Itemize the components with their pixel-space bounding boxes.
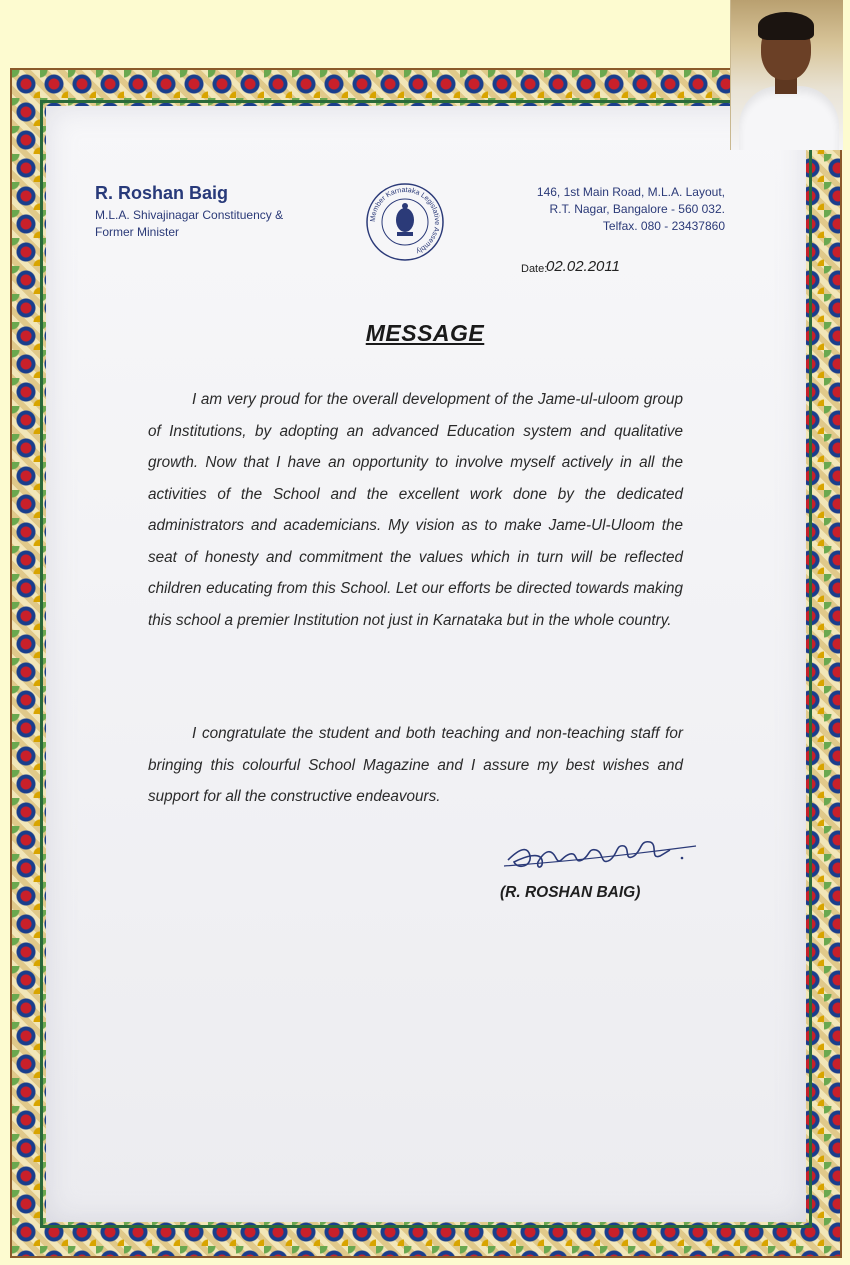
address-telfax: Telfax. 080 - 23437860	[602, 219, 725, 233]
message-paragraph-2: I congratulate the student and both teaching and non-teaching staff for bringing this colourful School Magazine and I assure my best wishes and support for all the constructive endeavours.	[148, 725, 683, 805]
photo-shirt	[739, 86, 839, 150]
handwritten-signature	[500, 826, 700, 886]
letterhead-title-line1: M.L.A. Shivajinagar Constituency &	[95, 208, 284, 222]
message-paragraph-1: I am very proud for the overall development of the Jame-ul-uloom group of Institutions, by adopting an advanced Education system and qualitative growth. Now that I have an opportunity to involve myself actively in all the activities of the School and the excellent work done by the dedicated administrators and academicians. My vision as to make Jame-Ul-Uloom the seat of honesty and commitment the values which in turn will be reflected children educating from this School. Let our efforts be directed towards making this school a premier Institution not just in Karnataka but in the whole country.	[148, 391, 683, 629]
emblem-text: Member Karnataka Legislative Assembly	[367, 184, 443, 257]
message-heading: MESSAGE	[365, 320, 485, 346]
date-label: Date:	[521, 263, 548, 275]
assembly-seal-icon	[365, 182, 445, 262]
photo-hair	[758, 12, 814, 40]
letter-paper	[46, 106, 806, 1222]
portrait-photo	[730, 0, 843, 150]
letterhead-name: R. Roshan Baig	[95, 183, 229, 203]
letterhead-title-line2: Former Minister	[95, 225, 180, 239]
date-value: 02.02.2011	[546, 258, 620, 275]
signatory-name: (R. ROSHAN BAIG)	[500, 884, 641, 901]
address-line1: 146, 1st Main Road, M.L.A. Layout,	[536, 185, 725, 199]
address-line2: R.T. Nagar, Bangalore - 560 032.	[549, 202, 725, 216]
